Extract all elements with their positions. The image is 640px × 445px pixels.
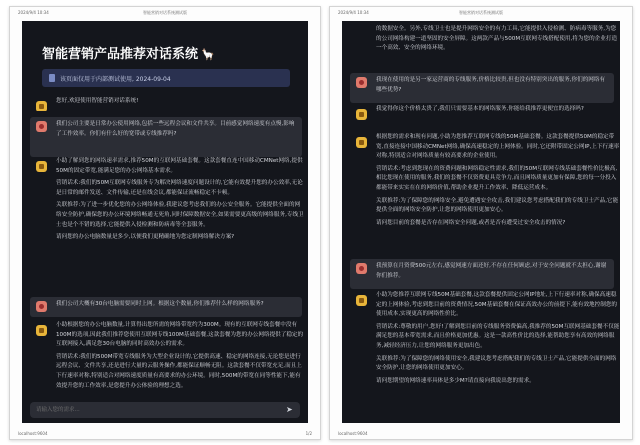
assistant-avatar: [356, 295, 367, 306]
chat-message-bot: 小助根据您的办公电脑数量,计算得出您所需的网络带宽约为300M。现有的互联网专线套餐中没有100M的选项,因此我们推荐您使用互联网专线100M基础套餐,这款套餐为您的办公网络提供了稳定的互联网接入,满足您30台电脑的同时高效办公的需求。 营销话术:我们的500M带宽专线服务为大型企业设计的,它提供高速、稳定的网络连接,无论您是进行远程会议、文件共享,还是进行大量的云服务操作,都能保证顺畅无阻。这款套餐不仅带宽充足,而且上下行速率对称,特别适合对网络速度质量有高要求的办公环境。同时,500M的带宽在同等性能下,能有效提升您的工作效率,是您提升办公体验的理想之选。: [30, 321, 308, 397]
app-title: 智能营销产品推荐对话系统 🦙: [42, 47, 215, 62]
page-number: 1/2: [305, 431, 312, 436]
header-date: 2024/9/4 10:34: [18, 10, 49, 15]
chat-input[interactable]: [36, 405, 256, 415]
banner-text: 该页面仅用于内部测试使用, 2024-09-04: [60, 76, 171, 83]
user-avatar: [36, 121, 47, 132]
user-avatar: [356, 263, 367, 274]
pdf-page-2: [329, 6, 633, 440]
page-footer: [338, 428, 624, 436]
chat-input-bar: [30, 402, 300, 418]
chat-message-user: 我现在使用的是另一家运营商的专线服务,价格比较贵,但也没有特别突出的服务,你们的网络有哪些优势?: [350, 73, 614, 103]
chat-message-bot: 我觉得你这个价格太贵了,我们只需要基本的网络服务,你能给我推荐更便宜的选择吗?: [350, 105, 620, 127]
send-icon[interactable]: ➤: [286, 405, 293, 414]
user-avatar: [356, 77, 367, 88]
chat-message-user: 我们公司大概有30台电脑需要同时上网。根据这个数量,你们推荐什么样的网络服务?: [30, 297, 302, 317]
header-date: 2024/9/4 10:34: [338, 10, 369, 15]
footer-url: localhost:9604: [338, 431, 368, 436]
chat-message-bot: 小助为您推荐互联网专线50M基础套餐,这款套餐提供固定公网IP地址,上下行速率对称,确保高速稳定的上网体验,考虑到您目前的资费情况,50M基础套餐在保证高效办公的前提下,能有效地控制您的使用成本,实现更高的网络性价比。 营销话术:尊敬的用户,您好!了解到您目前的专线服务资费偏高,我推荐的50M互联网基础套餐不仅能满足您的基本带宽需求,而且价格更加优惠。这是一款高性价比的选择,能帮助您享有高效的网络服务,减轻经济压力,让您的网络服务更加出色。 关联推荐:为了保障您的网络使用安全,我建议您考虑搭配我们的专线卫士产品,它能提供全面的网络安全防护,让您的网络使用更加安心。 请问您期望的网络速率具体是多少M?请直接向我说出您的需求。: [350, 291, 620, 413]
document-icon: [49, 74, 55, 82]
header-title: 智能营销对话系统测试版: [459, 10, 503, 15]
chat-message-bot: 您好,欢迎使用智能营销对话系统!: [30, 97, 300, 111]
llama-icon: 🦙: [201, 48, 215, 61]
assistant-avatar: [356, 109, 367, 120]
footer-url: localhost:9604: [18, 431, 48, 436]
page-header: [18, 10, 312, 18]
pdf-page-1: [9, 6, 321, 440]
page-header: [338, 10, 624, 18]
chat-message-bot: 小助了解到您的网络速率需求,推荐50M的互联网基础套餐。这款套餐直连中国移动CMNet网络,提供50M的固定带宽,能满足您的办公网络基本需求。 营销话术:我们的50M互联网专线服务专为解决网络速度问题设计的,它能有效提升您的办公效率,无论是日常的邮件发送、文件传输,还是在线会议,都能保证流畅稳定不卡顿。 关联推荐:为了进一步优化您的办公网络体验,我建议您考虑我们的办公安全服务。它能提供全面的网络安全防护,确保您的办公环境网络畅通无死角,同时保障数据安全,如果需要更高级的网络服务,专线卫士也是个不错的选择,它能提供入侵检测和防病毒等全套服务。 请问您的办公电脑数量是多少,以便我们更精确地为您定制网络解决方案?: [30, 157, 308, 289]
assistant-avatar: [36, 325, 47, 336]
assistant-avatar: [36, 161, 47, 172]
user-avatar: [36, 301, 47, 312]
chat-message-bot: 根据您的需求和现有问题,小助为您推荐互联网专线的50M基础套餐。这款套餐提供50M的稳定带宽,直接连接中国移动CMNet网络,确保高速稳定的上网体验。同时,它还附带固定公网IP,上下行速率对称,特别适合对网络质量有较高要求的企业使用。 营销话术:考虑到您现在的资费问题和网络稳定性需求,我们的50M互联网专线基础套餐性价比极高,相比您现在使用的服务,我们的套餐不仅资费更具竞争力,而且网络质量更加有保障,您的每一分投入都能带来实实在在的网络价值,帮助企业提升工作效率、降低运营成本。 关联推荐:为了保障您的网络安全,避免遭遇安全攻击,我们建议您考虑搭配我们的专线卫士产品,它能提供全面的网络安全防护,让您的网络使用更加安心。 请问您目前的套餐是否存在网络安全问题,或者是否有遭受过安全攻击的情况?: [350, 133, 620, 251]
assistant-avatar: [356, 137, 367, 148]
info-banner: [42, 69, 290, 87]
chat-message-bot: 的数据安全。另外,专线卫士也是提升网络安全的有力工具,它能提供入侵检测、防病毒等服务,为您的公司网络构建一道坚固的安全屏障。这两款产品与500M互联网专线搭配使用,将为您的企业打造一个高效、安全的网络环境。: [376, 26, 618, 52]
chat-message-user: 我们公司主要是日常办公使用网络,包括一些远程会议和文件共享。目前感觉网络速度有点慢,影响了工作效率。你们有什么好的宽带或专线推荐吗?: [30, 117, 302, 157]
assistant-avatar: [36, 101, 47, 111]
chat-message-user: 我预算在月资费500元左右,感觉网速方面还好,不存在任何顾虑,对于安全问题就不太担心,谢谢你们推荐。: [350, 259, 614, 289]
header-title: 智能营销对话系统测试版: [143, 10, 187, 15]
chat-window: [22, 21, 308, 423]
page-footer: [18, 428, 312, 436]
chat-window: [342, 21, 620, 423]
